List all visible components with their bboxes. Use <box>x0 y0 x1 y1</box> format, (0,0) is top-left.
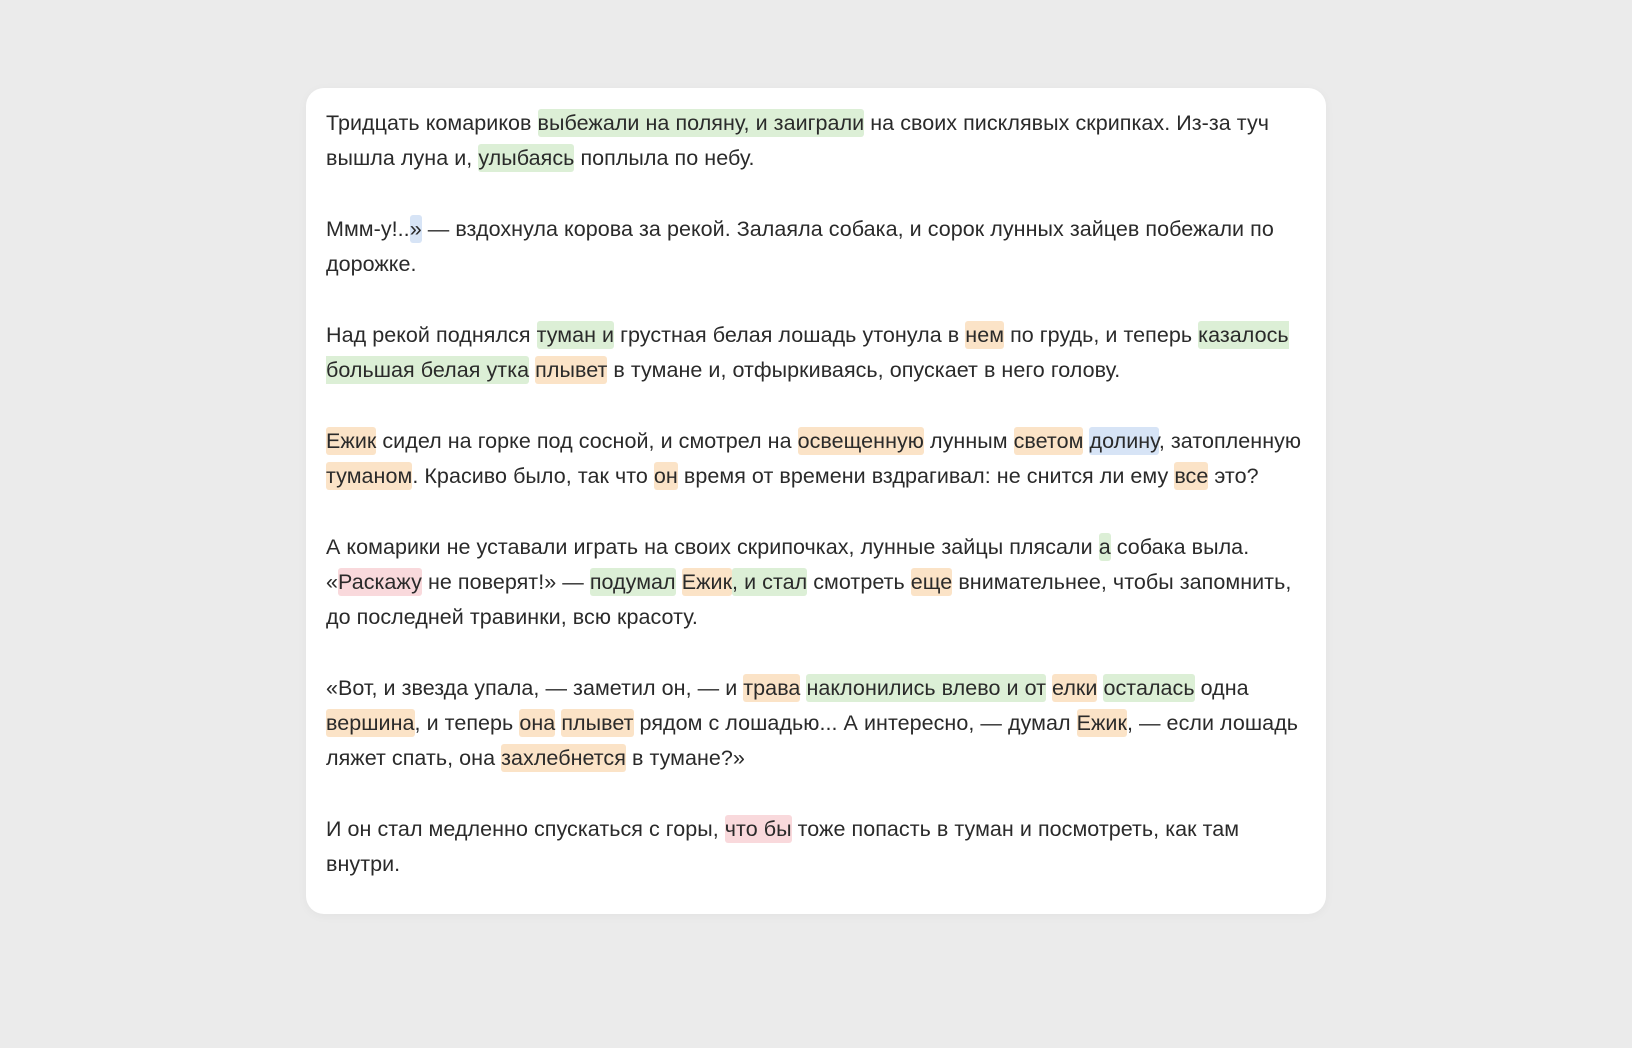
highlight-orange: туманом <box>326 464 413 488</box>
text-segment: рядом с лошадью... А интересно, — думал <box>633 711 1077 735</box>
text-segment: Тридцать комариков <box>326 111 538 135</box>
paragraph <box>326 812 1310 882</box>
paragraph <box>326 424 1310 494</box>
highlight-pink: что бы <box>724 817 792 841</box>
text-segment: внимательнее, чтобы запомнить, до последней травинки, всю красоту. <box>326 570 1292 629</box>
text-segment: А комарики не уставали играть на своих скрипочках, лунные зайцы плясали <box>326 535 1099 559</box>
text-segment: сидел на горке под сосной, и смотрел на <box>376 429 798 453</box>
highlight-green: казалось большая белая утка <box>326 323 1289 382</box>
highlight-orange: вершина <box>326 711 415 735</box>
highlight-orange: захлебнется <box>501 746 626 770</box>
text-segment: время от времени вздрагивал: не снится ли ему <box>677 464 1175 488</box>
highlight-orange: плывет <box>535 358 608 382</box>
highlight-orange: освещенную <box>797 429 924 453</box>
highlight-blue: » <box>409 217 422 241</box>
highlight-green: , и стал <box>732 570 808 594</box>
paragraph <box>326 671 1310 776</box>
text-segment: , и теперь <box>414 711 520 735</box>
highlight-orange: Ежик <box>1076 711 1127 735</box>
highlight-orange: елки <box>1052 676 1098 700</box>
highlight-orange: еще <box>910 570 953 594</box>
highlight-green: а <box>1098 535 1111 559</box>
text-segment: . Красиво было, так что <box>412 464 654 488</box>
highlight-orange: светом <box>1013 429 1084 453</box>
paragraph <box>326 530 1310 635</box>
text-segment: тоже попасть в туман и посмотреть, как там внутри. <box>326 817 1240 876</box>
text-segment: собака выла. « <box>326 535 1250 594</box>
text-segment: грустная белая лошадь утонула в <box>614 323 966 347</box>
highlight-blue: долину <box>1089 429 1159 453</box>
paragraph <box>326 212 1310 282</box>
text-segment: на своих писклявых скрипках. Из-за туч вышла луна и, <box>326 111 1269 170</box>
highlight-green: туман и <box>536 323 615 347</box>
text-segment: это? <box>1208 464 1259 488</box>
text-segment: , затопленную <box>1158 429 1302 453</box>
text-segment: , — если лошадь ляжет спать, она <box>326 711 1299 770</box>
paragraph <box>326 106 1310 176</box>
text-segment: в тумане и, отфыркиваясь, опускает в него голову. <box>607 358 1121 382</box>
text-segment: не поверят!» — <box>421 570 590 594</box>
text-segment: по грудь, и теперь <box>1004 323 1199 347</box>
highlight-green: осталась <box>1103 676 1195 700</box>
highlight-orange: нем <box>965 323 1005 347</box>
highlight-green: подумал <box>589 570 676 594</box>
text-segment: поплыла по небу. <box>574 146 755 170</box>
highlight-pink: Раскажу <box>338 570 422 594</box>
text-segment: смотреть <box>807 570 911 594</box>
text-segment: И он стал медленно спускаться с горы, <box>326 817 725 841</box>
highlight-orange: плывет <box>561 711 634 735</box>
highlight-green: выбежали на поляну, и заиграли <box>537 111 865 135</box>
text-segment: одна <box>1194 676 1249 700</box>
highlight-orange: трава <box>743 676 801 700</box>
highlight-orange: он <box>653 464 678 488</box>
text-segment: — вздохнула корова за рекой. Залаяла собака, и сорок лунных зайцев побежали по дорожке. <box>326 217 1274 276</box>
highlight-orange: Ежик <box>681 570 733 594</box>
highlight-green: улыбаясь <box>478 146 575 170</box>
document-body <box>326 106 1310 882</box>
text-segment: Над рекой поднялся <box>326 323 537 347</box>
highlight-green: наклонились влево и от <box>806 676 1047 700</box>
text-segment: в тумане?» <box>625 746 745 770</box>
paragraph <box>326 318 1310 388</box>
text-segment <box>676 570 682 594</box>
text-segment: лунным <box>923 429 1014 453</box>
highlight-orange: она <box>519 711 556 735</box>
highlight-orange: все <box>1174 464 1209 488</box>
highlight-orange: Ежик <box>326 429 377 453</box>
text-card <box>306 88 1326 914</box>
text-segment: «Вот, и звезда упала, — заметил он, — и <box>326 676 744 700</box>
text-segment: Ммм-у!.. <box>326 217 410 241</box>
